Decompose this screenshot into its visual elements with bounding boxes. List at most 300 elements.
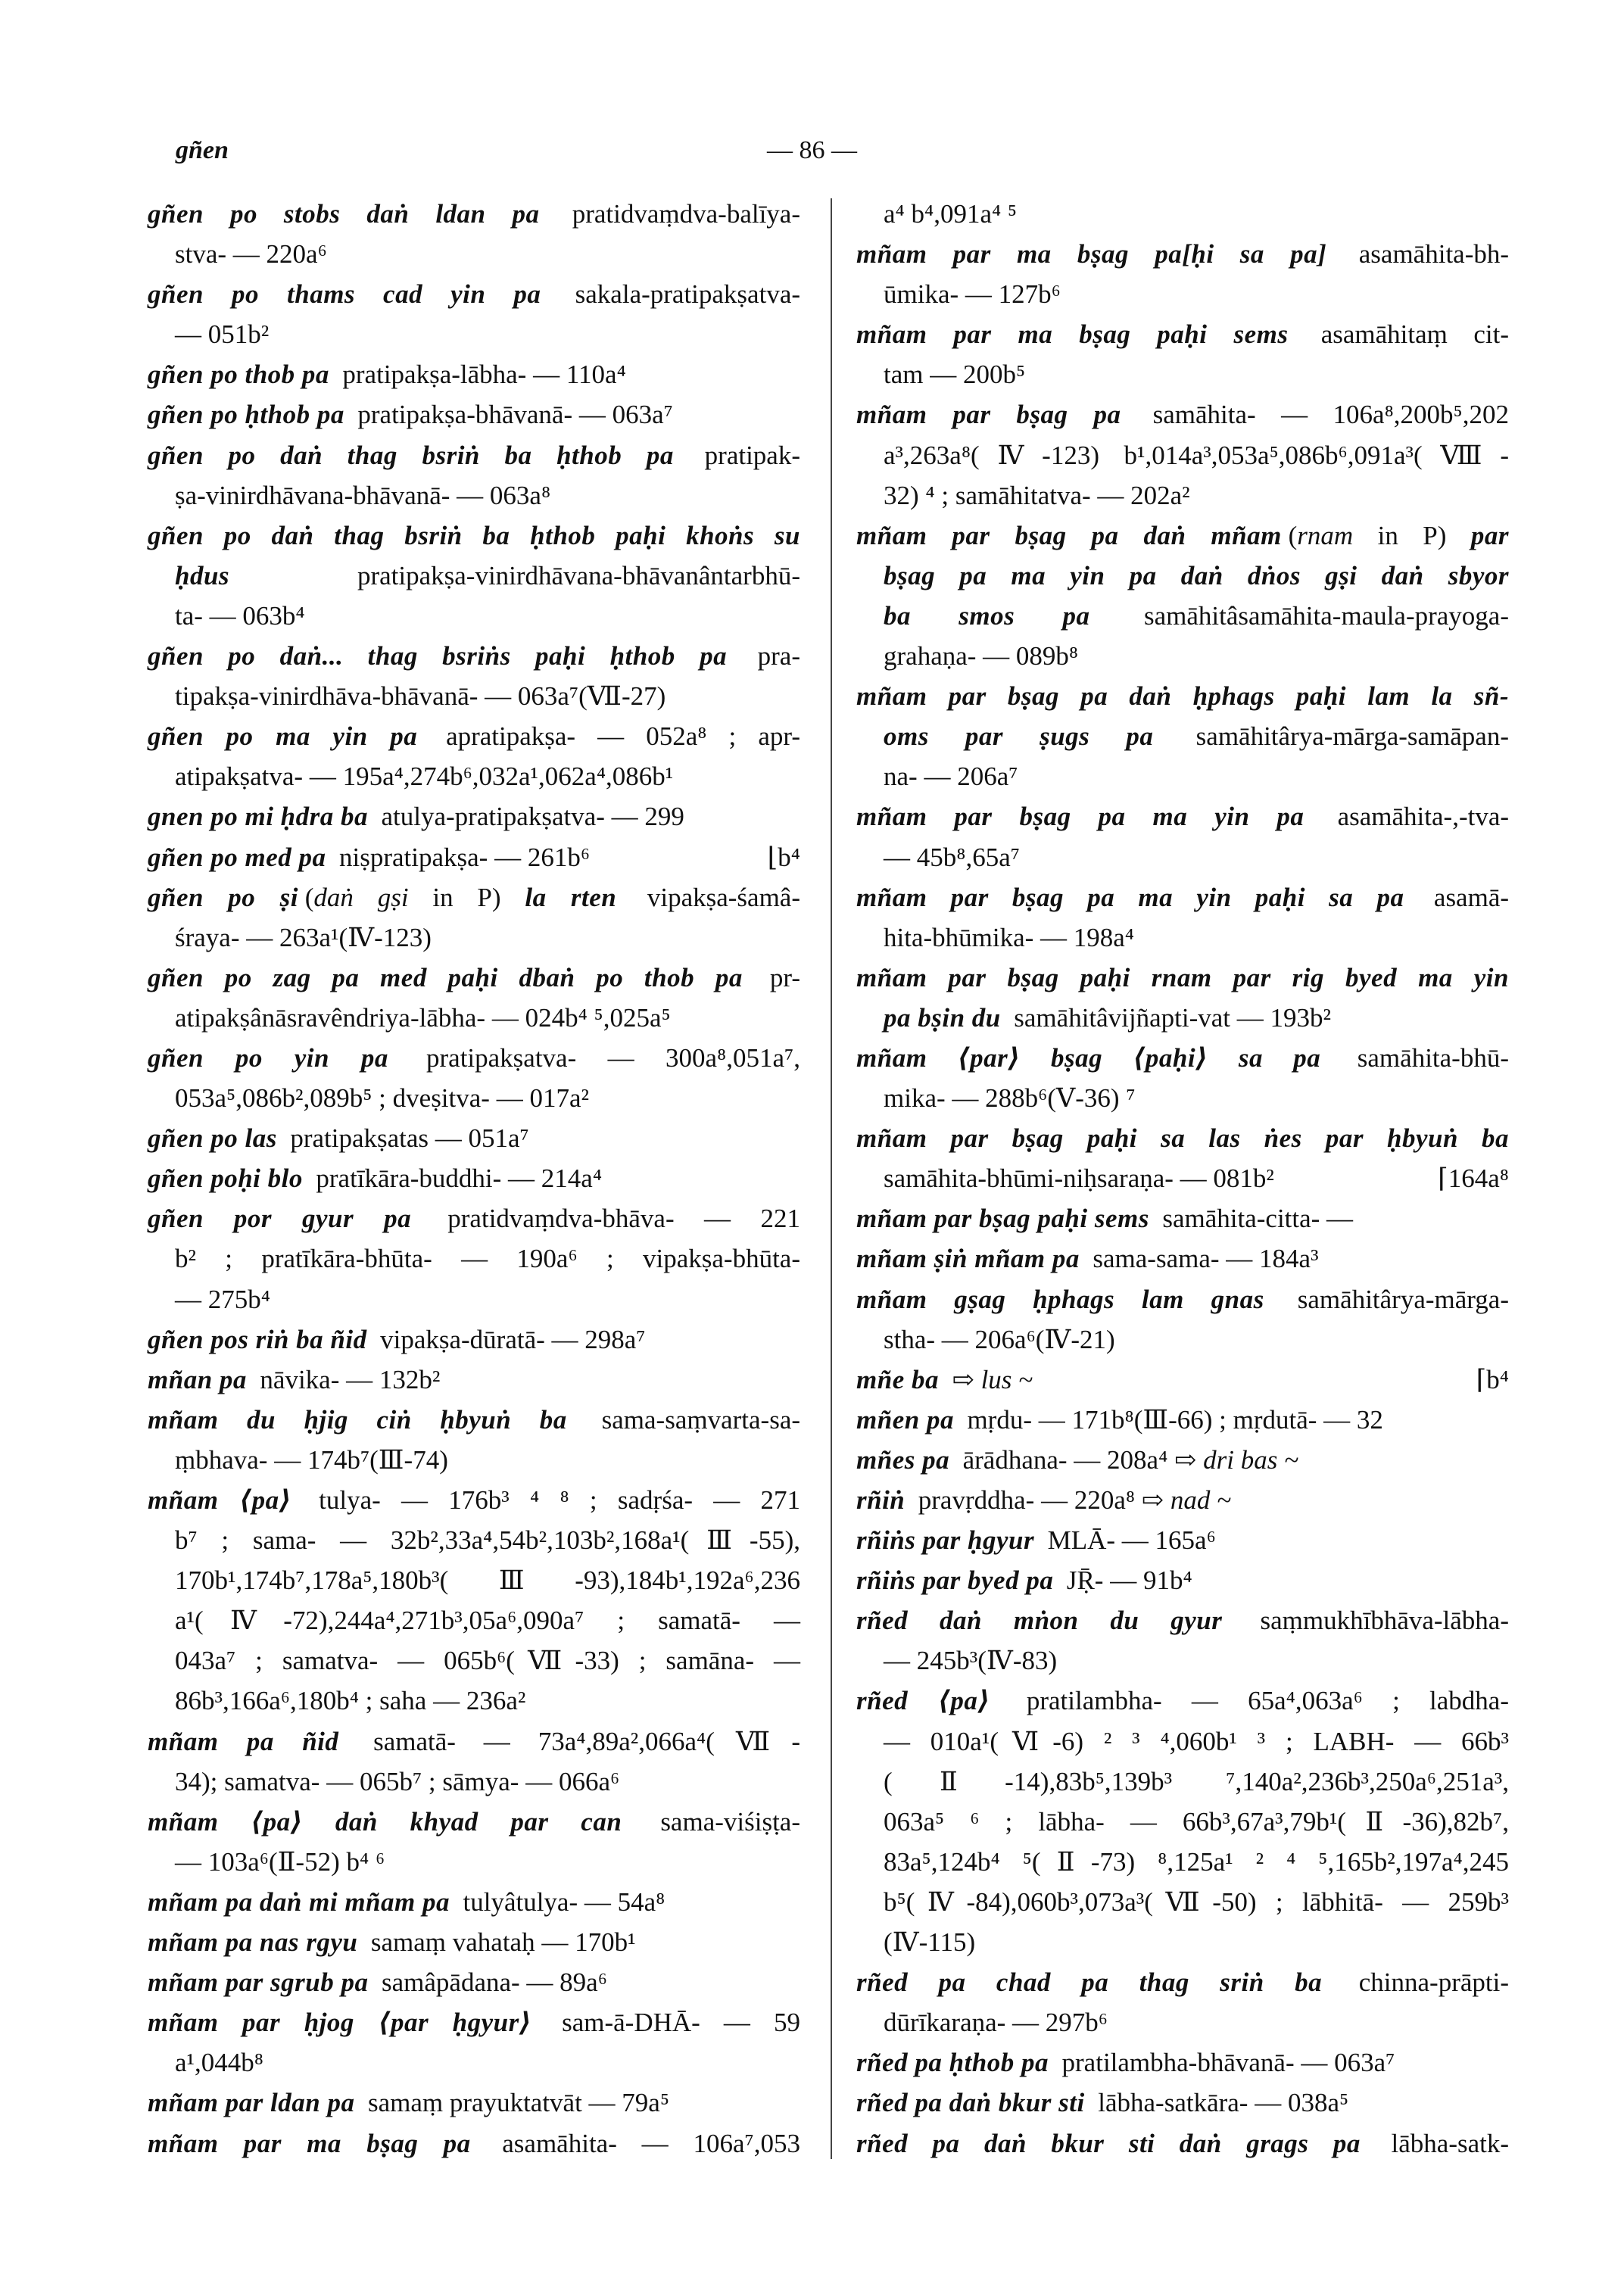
entry-line (148, 877, 800, 918)
entry-line (148, 1400, 800, 1440)
gloss: — 051b² (175, 319, 270, 350)
entry-line (148, 1681, 800, 1721)
entry-line (856, 394, 1509, 435)
dictionary-entry (856, 1198, 1509, 1238)
headword: mñam ⟨par⟩ bṣag ⟨paḥi⟩ sa pa (856, 1042, 1321, 1073)
dictionary-entry (856, 1118, 1509, 1198)
column-divider (831, 198, 832, 2159)
entry-line (148, 1882, 800, 1922)
gloss: tipakṣa-vinirdhāva-bhāvanā- — 063a⁷(Ⅶ-27) (175, 681, 666, 712)
entry-line (148, 1238, 800, 1279)
margin-note: ⌈b⁴ (1476, 1364, 1509, 1394)
entry-line (148, 475, 800, 516)
gloss: samaṃ prayuktatvāt — 79a⁵ (367, 2088, 670, 2118)
gloss: tulyâtulya- — 54a⁸ (463, 1886, 665, 1917)
headword: gñen po daṅ... thag bsriṅs paḥi ḥthob pa (148, 641, 728, 671)
entry-line (856, 1158, 1509, 1198)
entry-line (148, 1520, 800, 1560)
gloss: samatā- — 73a⁴,89a²,066a⁴(Ⅶ- (373, 1726, 801, 1756)
dictionary-entry (856, 676, 1509, 796)
dictionary-entry (856, 234, 1509, 314)
entry-line (148, 1118, 800, 1158)
gloss: 063a⁵ ⁶ ; lābha- — 66b³,67a³,79b¹(Ⅱ-36),82b⁷, (884, 1806, 1509, 1837)
gloss: atipakṣatva- — 195a⁴,274b⁶,032a¹,062a⁴,086b¹ (175, 762, 674, 792)
gloss: a⁴ b⁴,091a⁴ ⁵ (884, 199, 1018, 229)
gloss: samāhita-bhūmi-niḥsaraṇa- — 081b² (884, 1164, 1274, 1194)
italic-note: daṅ gṣi (313, 882, 409, 912)
entry-line (856, 1078, 1509, 1118)
headword: gñen po ṣi (148, 882, 298, 912)
gloss: pratipakṣa-bhāvanā- — 063a⁷ (357, 400, 673, 430)
dictionary-entry (856, 1440, 1509, 1480)
gloss: pratilambha-bhāvanā- — 063a⁷ (1061, 2048, 1395, 2078)
entry-line (148, 1600, 800, 1640)
headword: mñam ⟨pa⟩ daṅ khyad par can (148, 1806, 622, 1837)
gloss: lābha-satk- (1391, 2128, 1510, 2158)
headword: mñam pa daṅ mi mñam pa (148, 1886, 450, 1917)
dictionary-entry (148, 516, 800, 636)
gloss: stva- — 220a⁶ (175, 239, 327, 269)
gloss: samāhitâvijñapti-vat — 193b² (1014, 1002, 1332, 1033)
entry-line (856, 958, 1509, 998)
dictionary-entry (148, 1118, 800, 1158)
entry-line (856, 877, 1509, 918)
entry-line (148, 1078, 800, 1118)
headword: mñam par ldan pa (148, 2088, 355, 2118)
dictionary-entry (856, 1600, 1509, 1681)
entry-line (856, 1520, 1509, 1560)
gloss: śraya- — 263a¹(Ⅳ-123) (175, 922, 432, 952)
right-column (856, 194, 1509, 2164)
entry-line (148, 556, 800, 596)
entry-line (148, 314, 800, 354)
headword: gñen po ma yin pa (148, 721, 418, 752)
headword: rñed daṅ mṅon du gyur (856, 1606, 1223, 1636)
entry-line (148, 1038, 800, 1078)
entry-line (856, 1640, 1509, 1681)
dictionary-entry (148, 1319, 800, 1360)
gloss: tam — 200b⁵ (884, 360, 1026, 390)
gloss: vipakṣa-śamâ- (647, 882, 800, 912)
entry-line (148, 194, 800, 234)
entry-line (148, 2083, 800, 2123)
entry-line (856, 2042, 1509, 2083)
headword: gñen po yin pa (148, 1042, 388, 1073)
gloss: sama-sama- — 184a³ (1093, 1244, 1319, 1274)
entry-line (148, 1721, 800, 1762)
entry-line (148, 636, 800, 676)
margin-note: ⌊b⁴ (767, 842, 800, 872)
gloss: na- — 206a⁷ (884, 762, 1018, 792)
dictionary-entry (856, 314, 1509, 394)
gloss: mika- — 288b⁶(Ⅴ-36) ⁷ (884, 1083, 1136, 1114)
headword: rñed ⟨pa⟩ (856, 1686, 990, 1716)
entry-line (856, 1922, 1509, 1962)
entry-line (148, 756, 800, 796)
dictionary-entry (856, 1400, 1509, 1440)
dictionary-entry (856, 1520, 1509, 1560)
gloss: pratipak- (704, 440, 800, 470)
gloss: 34); samatva- — 065b⁷ ; sāmya- — 066a⁶ (175, 1766, 620, 1796)
entry-line (148, 435, 800, 475)
gloss: (Ⅱ-14),83b⁵,139b³ ⁷,140a²,236b³,250a⁶,251a³, (884, 1766, 1509, 1796)
entry-line (856, 1882, 1509, 1922)
gloss: sam-ā-DHĀ- — 59 (562, 2008, 800, 2038)
gloss: pravṛddha- — 220a⁸ ⇨ (918, 1485, 1164, 1515)
headword: ḥdus (175, 560, 230, 590)
entry-line (856, 1600, 1509, 1640)
gloss: mṛdu- — 171b⁸(Ⅲ-66) ; mṛdutā- — 32 (967, 1404, 1383, 1435)
italic-note: nad ~ (1170, 1485, 1232, 1515)
gloss: — 45b⁸,65a⁷ (884, 842, 1020, 872)
dictionary-entry (148, 2002, 800, 2083)
dictionary-entry (856, 796, 1509, 877)
gloss: asamā- (1433, 882, 1510, 912)
gloss: atulya-pratipakṣatva- — 299 (381, 802, 684, 832)
entry-line (856, 1238, 1509, 1279)
entry-line (148, 1802, 800, 1842)
gloss: pratipakṣa-lābha- — 110a⁴ (342, 360, 626, 390)
headword: gñen po las (148, 1123, 277, 1154)
gloss: samaṃ vahataḥ — 170b¹ (370, 1927, 636, 1958)
headword: mñes pa (856, 1444, 950, 1475)
gloss: 83a⁵,124b⁴ ⁵(Ⅱ-73) ⁸,125a¹ ² ⁴ ⁵,165b²,197a⁴,245 (884, 1846, 1509, 1877)
gloss: pratilambha- — 65a⁴,063a⁶ ; labdha- (1026, 1686, 1509, 1716)
headword: mñam par bṣag pa daṅ mñam (856, 520, 1282, 550)
entry-line (856, 1038, 1509, 1078)
italic-note: dri bas ~ (1203, 1444, 1299, 1475)
left-column (148, 194, 800, 2164)
headword: mñam ṣiṅ mñam pa (856, 1244, 1080, 1274)
gloss: samāhita-citta- — (1162, 1204, 1354, 1234)
dictionary-entry (856, 877, 1509, 958)
gloss: JṜ- — 91b⁴ (1066, 1566, 1192, 1596)
dictionary-entry (148, 1158, 800, 1198)
dictionary-entry (148, 1198, 800, 1319)
entry-line (856, 234, 1509, 274)
dictionary-entry (856, 1480, 1509, 1520)
headword: gñen pos riṅ ba ñid (148, 1324, 367, 1354)
gloss: ṃbhava- — 174b⁷(Ⅲ-74) (175, 1444, 448, 1475)
gloss: — 010a¹(Ⅵ-6) ² ³ ⁴,060b¹ ³ ; LABH- — 66b³ (884, 1726, 1509, 1756)
dictionary-entry (148, 958, 800, 1038)
entry-line (148, 998, 800, 1038)
gloss: saṃmukhībhāva-lābha- (1260, 1606, 1510, 1636)
gloss: — 245b³(Ⅳ-83) (884, 1646, 1058, 1676)
headword: mñam par ma bṣag pa[ḥi sa pa] (856, 239, 1327, 269)
gloss: pratidvaṃdva-balīya- (572, 199, 800, 229)
entry-line (856, 1962, 1509, 2002)
entry-line (148, 1158, 800, 1198)
dictionary-entry (856, 1560, 1509, 1600)
dictionary-entry (148, 2083, 800, 2123)
gloss: samāhita- — 106a⁸,200b⁵,202 (1152, 400, 1509, 430)
dictionary-entry (856, 1279, 1509, 1360)
gloss: b⁷ ; sama- — 32b²,33a⁴,54b²,103b²,168a¹(Ⅲ-55), (175, 1525, 800, 1556)
gloss: tulya- — 176b³ ⁴ ⁸ ; sadṛśa- — 271 (319, 1485, 800, 1515)
entry-line (148, 676, 800, 716)
entry-line (148, 516, 800, 556)
dictionary-entry (856, 194, 1509, 234)
entry-line (856, 1802, 1509, 1842)
headword: mñam par ḥjog ⟨par ḥgyur⟩ (148, 2008, 532, 2038)
headword: mñam par bṣag paḥi rnam par rig byed ma yin (856, 962, 1509, 992)
gloss: samāhitâsamāhita-maula-prayoga- (1144, 600, 1510, 631)
dictionary-entry (856, 1681, 1509, 1962)
headword: rñed pa daṅ bkur sti (856, 2088, 1085, 2118)
gloss: a³,263a⁸(Ⅳ-123) b¹,014a³,053a⁵,086b⁶,091a³(Ⅷ- (884, 440, 1509, 470)
entry-line (856, 756, 1509, 796)
gloss: 043a⁷ ; samatva- — 065b⁶(Ⅶ-33) ; samāna- — (175, 1646, 800, 1676)
headword: mñam par bṣag pa ma yin pa (856, 802, 1304, 832)
dictionary-entry (856, 2042, 1509, 2083)
entry-line (856, 1480, 1509, 1520)
dictionary-entry (148, 1882, 800, 1922)
headword: rñiṅs par ḥgyur (856, 1525, 1035, 1556)
entry-line (856, 1400, 1509, 1440)
gloss: chinna-prāpti- (1358, 1967, 1510, 1998)
entry-line (856, 1118, 1509, 1158)
dictionary-entry (148, 837, 800, 877)
entry-line (148, 234, 800, 274)
gloss: pratīkāra-buddhi- — 214a⁴ (316, 1164, 603, 1194)
headword: pa bṣin du (884, 1002, 1001, 1033)
gloss: pratipakṣatva- — 300a⁸,051a⁷, (426, 1042, 800, 1073)
headword: gñen po med pa (148, 842, 326, 872)
gloss: 32) ⁴ ; samāhitatva- — 202a² (884, 480, 1190, 510)
entry-line (148, 1360, 800, 1400)
dictionary-entry (148, 1360, 800, 1400)
headword: mñam gṣag ḥphags lam gnas (856, 1284, 1264, 1314)
entry-line (148, 354, 800, 394)
dictionary-entry (148, 1721, 800, 1802)
gloss: asamāhita- — 106a⁷,053 (502, 2128, 800, 2158)
headword: bṣag pa ma yin pa daṅ dṅos gṣi daṅ sbyor (884, 560, 1509, 590)
dictionary-entry (148, 354, 800, 394)
gloss: pr- (769, 962, 800, 992)
entry-line (148, 596, 800, 636)
entry-line (856, 716, 1509, 756)
entry-line (148, 1480, 800, 1520)
headword: rñed pa ḥthob pa (856, 2048, 1049, 2078)
entry-line (148, 1319, 800, 1360)
headword: rñiṅ (856, 1485, 906, 1515)
entry-line (856, 796, 1509, 837)
entry-line (856, 2123, 1509, 2164)
dictionary-entry (148, 796, 800, 837)
headword: gñen po ḥthob pa (148, 400, 344, 430)
gloss: grahaṇa- — 089b⁸ (884, 641, 1079, 671)
entry-line (148, 1762, 800, 1802)
entry-line (148, 958, 800, 998)
dictionary-entry (148, 1802, 800, 1882)
headword: rñed pa daṅ bkur sti daṅ grags pa (856, 2128, 1361, 2158)
gloss: samāhitârya-mārga- (1297, 1284, 1509, 1314)
dictionary-entry (856, 516, 1509, 676)
entry-line (856, 1560, 1509, 1600)
gloss: hita-bhūmika- — 198a⁴ (884, 922, 1135, 952)
headword: mñam par sgrub pa (148, 1967, 369, 1998)
gloss: dūrīkaraṇa- — 297b⁶ (884, 2008, 1108, 2038)
headword: mñam par bṣag pa daṅ ḥphags paḥi lam la sñ- (856, 681, 1509, 712)
page-number: — 86 — (767, 136, 857, 164)
entry-line (856, 1360, 1509, 1400)
headword: par (1470, 520, 1510, 550)
headword: mñam par bṣag paḥi sa las ṅes par ḥbyuṅ ba (856, 1123, 1509, 1154)
dictionary-entry (148, 435, 800, 516)
gloss: niṣpratipakṣa- — 261b⁶ (338, 842, 591, 872)
gloss: in P) (432, 882, 501, 912)
gloss: nāvika- — 132b² (260, 1364, 441, 1394)
headword: mñam par bṣag pa ma yin paḥi sa pa (856, 882, 1404, 912)
entry-line (856, 676, 1509, 716)
dictionary-entry (856, 1360, 1509, 1400)
entry-line (856, 354, 1509, 394)
headword: la rten (525, 882, 617, 912)
dictionary-entry (856, 958, 1509, 1038)
gloss: ⇨ (952, 1364, 974, 1394)
headword: gñen poḥi blo (148, 1164, 303, 1194)
entry-line (856, 274, 1509, 314)
headword: gñen po daṅ thag bsriṅ ba ḥthob paḥi khoṅs su (148, 520, 800, 550)
gloss: asamāhita-,-tva- (1337, 802, 1510, 832)
entry-line (856, 1721, 1509, 1762)
entry-line (148, 1560, 800, 1600)
entry-line (148, 796, 800, 837)
headword: mñan pa (148, 1364, 247, 1394)
entry-line (856, 1279, 1509, 1319)
margin-note: ⌈164a⁸ (1438, 1164, 1509, 1194)
dictionary-entry (148, 877, 800, 958)
headword: mñam pa nas rgyu (148, 1927, 358, 1958)
gloss: in P) (1377, 520, 1447, 550)
gloss: samāhita-bhū- (1357, 1042, 1509, 1073)
gloss: 053a⁵,086b²,089b⁵ ; dveṣitva- — 017a² (175, 1083, 589, 1114)
entry-line (856, 475, 1509, 516)
gloss: (Ⅳ-115) (884, 1927, 976, 1958)
entry-line (856, 1198, 1509, 1238)
entry-line (148, 918, 800, 958)
headword: gñen po thob pa (148, 360, 329, 390)
headword: mñam par bṣag pa (856, 400, 1121, 430)
entry-line (148, 2123, 800, 2164)
headword: mñam par bṣag paḥi sems (856, 1204, 1149, 1234)
entry-line (856, 194, 1509, 234)
entry-line (148, 716, 800, 756)
gloss: pra- (757, 641, 800, 671)
headword: ba smos pa (884, 600, 1090, 631)
entry-line (148, 837, 800, 877)
entry-line (856, 1319, 1509, 1360)
headword: gñen por gyur pa (148, 1204, 412, 1234)
gloss: ( (1288, 520, 1298, 550)
entry-line (148, 274, 800, 314)
gloss: ta- — 063b⁴ (175, 600, 305, 631)
entry-line (856, 516, 1509, 556)
gloss: ūmika- — 127b⁶ (884, 279, 1061, 310)
headword: gñen po thams cad yin pa (148, 279, 541, 310)
entry-line (148, 1440, 800, 1480)
gloss: sama-viśiṣṭa- (660, 1806, 800, 1837)
entry-line (148, 394, 800, 435)
dictionary-entry (856, 2123, 1509, 2164)
entry-line (856, 918, 1509, 958)
headword: oms par ṣugs pa (884, 721, 1154, 752)
gloss: lābha-satkāra- — 038a⁵ (1098, 2088, 1349, 2118)
entry-line (148, 1279, 800, 1319)
dictionary-entry (148, 1400, 800, 1480)
gloss: ārādhana- — 208a⁴ ⇨ (962, 1444, 1197, 1475)
dictionary-entry (148, 274, 800, 354)
headword: mñe ba (856, 1364, 939, 1394)
headword: mñam pa ñid (148, 1726, 339, 1756)
gloss: stha- — 206a⁶(Ⅳ-21) (884, 1324, 1115, 1354)
entry-line (148, 1922, 800, 1962)
gloss: a¹(Ⅳ-72),244a⁴,271b³,05a⁶,090a⁷ ; samatā- — (175, 1606, 800, 1636)
entry-line (856, 2083, 1509, 2123)
headword: gñen po daṅ thag bsriṅ ba ḥthob pa (148, 440, 674, 470)
dictionary-entry (856, 2083, 1509, 2123)
gloss: apratipakṣa- — 052a⁸ ; apr- (446, 721, 800, 752)
gloss: pratipakṣatas — 051a⁷ (290, 1123, 529, 1154)
dictionary-entry (856, 1962, 1509, 2042)
gloss: pratidvaṃdva-bhāva- — 221 (447, 1204, 800, 1234)
entry-line (148, 1962, 800, 2002)
headword: gñen po zag pa med paḥi dbaṅ po thob pa (148, 962, 743, 992)
headword: rñed pa chad pa thag sriṅ ba (856, 1967, 1323, 1998)
italic-note: lus ~ (980, 1364, 1033, 1394)
entry-line (148, 2002, 800, 2042)
gloss: — 103a⁶(Ⅱ-52) b⁴ ⁶ (175, 1846, 385, 1877)
dictionary-entry (148, 636, 800, 716)
gloss: asamāhitaṃ cit- (1320, 319, 1509, 350)
running-head-guide-word: gñen (176, 136, 229, 164)
gloss: pratipakṣa-vinirdhāvana-bhāvanântarbhū- (357, 560, 800, 590)
italic-note: rnam (1297, 520, 1354, 550)
dictionary-entry (856, 1238, 1509, 1279)
gloss: sakala-pratipakṣatva- (575, 279, 801, 310)
dictionary-entry (148, 716, 800, 796)
gloss: b² ; pratīkāra-bhūta- — 190a⁶ ; vipakṣa-bhūta- (175, 1244, 800, 1274)
dictionary-entry (148, 1038, 800, 1118)
dictionary-entry (148, 2123, 800, 2164)
entry-line (856, 837, 1509, 877)
entry-line (856, 2002, 1509, 2042)
headword: mñam du ḥjig ciṅ ḥbyuṅ ba (148, 1404, 567, 1435)
entry-line (856, 1842, 1509, 1882)
entry-line (856, 596, 1509, 636)
gloss: ṣa-vinirdhāvana-bhāvanā- — 063a⁸ (175, 480, 551, 510)
entry-line (856, 1681, 1509, 1721)
headword: mñam par ma bṣag paḥi sems (856, 319, 1289, 350)
headword: gnen po mi ḥdra ba (148, 802, 368, 832)
gloss: atipakṣânāsravêndriya-lābha- — 024b⁴ ⁵,025a⁵ (175, 1002, 671, 1033)
entry-line (856, 1440, 1509, 1480)
dictionary-entry (148, 194, 800, 274)
dictionary-entry (148, 394, 800, 435)
entry-line (856, 998, 1509, 1038)
headword: mñam ⟨pa⟩ (148, 1485, 292, 1515)
headword: gñen po stobs daṅ ldan pa (148, 199, 540, 229)
gloss: MLĀ- — 165a⁶ (1047, 1525, 1216, 1556)
gloss: 170b¹,174b⁷,178a⁵,180b³(Ⅲ-93),184b¹,192a⁶,236 (175, 1566, 800, 1596)
entry-line (148, 1640, 800, 1681)
headword: mñam par ma bṣag pa (148, 2128, 471, 2158)
entry-line (148, 2042, 800, 2083)
dictionary-entry (856, 394, 1509, 515)
gloss: — 275b⁴ (175, 1284, 270, 1314)
gloss: vipakṣa-dūratā- — 298a⁷ (380, 1324, 646, 1354)
